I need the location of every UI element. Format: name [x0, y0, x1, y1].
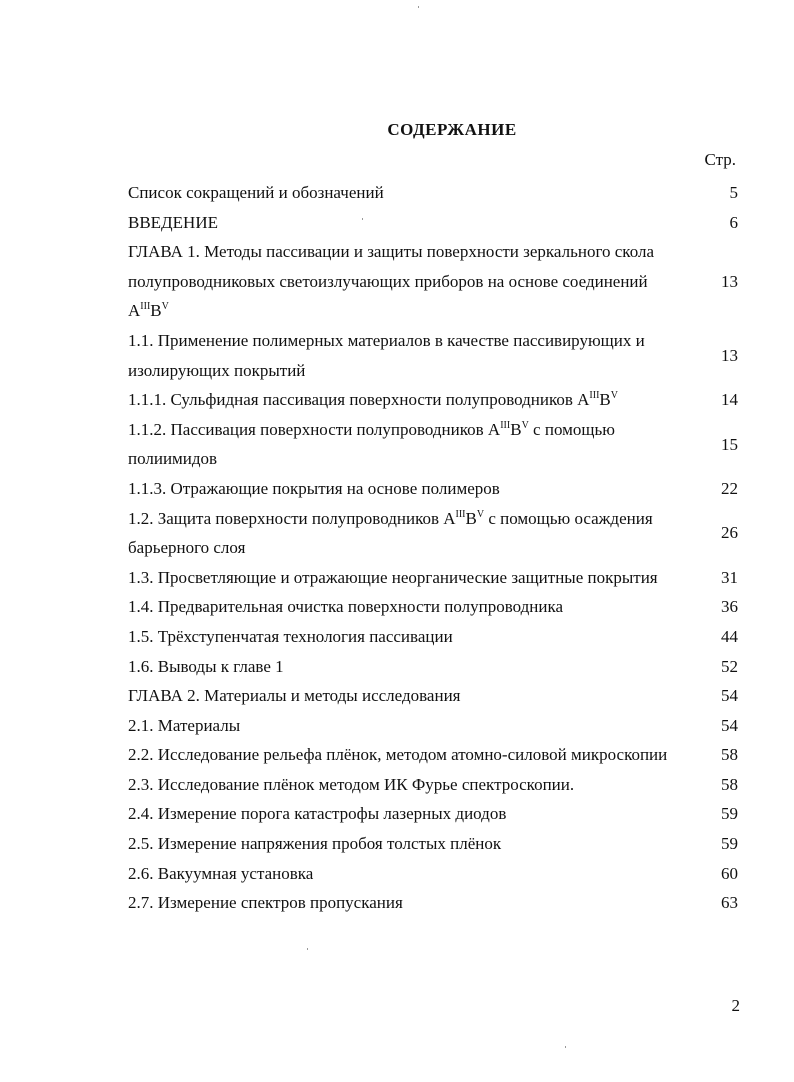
toc-entry-title: [128, 237, 698, 326]
toc-entry-text: 1.2. Защита поверхности полупроводников A: [128, 508, 456, 528]
toc-entry-page: 13: [721, 345, 738, 365]
toc-entry-text: ВВЕДЕНИЕ: [128, 212, 218, 232]
toc-entry: [128, 178, 738, 208]
toc-entry-page: 44: [721, 626, 738, 646]
toc-entry-title: [128, 208, 698, 238]
toc-entry-superscript: V: [521, 419, 529, 431]
toc-entry-text: 2.7. Измерение спектров пропускания: [128, 893, 403, 913]
toc-entry-text: 1.1.2. Пассивация поверхности полупроводников A: [128, 419, 501, 439]
toc-entry-text: с помощью полиимидов: [128, 419, 615, 469]
toc-entry: [128, 385, 738, 415]
page-number: 2: [731, 996, 740, 1015]
toc-entry-title: [128, 326, 698, 385]
toc-entry-page: 59: [721, 804, 738, 824]
toc-entry-text: B: [510, 419, 522, 439]
toc-entry-text: 1.5. Трёхступенчатая технология пассивации: [128, 626, 453, 646]
toc-entry-text: 2.2. Исследование рельефа плёнок, методом атомно-силовой микроскопии: [128, 745, 668, 765]
toc-entry-page: 26: [721, 523, 738, 543]
toc-entry-text: B: [599, 390, 611, 410]
toc-entry-superscript: III: [589, 390, 600, 402]
toc-entry: [128, 799, 738, 829]
toc-entry-title: [128, 770, 698, 800]
toc-entry-text: 2.1. Материалы: [128, 715, 241, 735]
toc-entry-title: [128, 178, 698, 208]
toc-entry-text: B: [465, 508, 477, 528]
toc-entry: [128, 415, 738, 474]
toc-entry-page: 15: [721, 434, 738, 454]
toc-entry-title: [128, 474, 698, 504]
scan-speck: [307, 948, 308, 950]
toc-entry-page: 58: [721, 774, 738, 794]
toc-entry-text: с помощью осаждения барьерного слоя: [128, 508, 653, 558]
toc-entry: [128, 237, 738, 326]
toc-entry-superscript: V: [610, 390, 618, 402]
toc-entry-title: [128, 652, 698, 682]
toc-entry-text: B: [150, 301, 162, 321]
toc-entry-superscript: V: [161, 301, 169, 313]
toc-entry-text: 1.1.3. Отражающие покрытия на основе полимеров: [128, 478, 500, 498]
scan-speck: [362, 218, 363, 220]
toc-entry-text: 1.4. Предварительная очистка поверхности полупроводника: [128, 597, 564, 617]
toc-entry-text: ГЛАВА 1. Методы пассивации и защиты поверхности зеркального скола полупроводниковых светоизлучающих приборов на основе соединений A: [128, 242, 654, 321]
toc-entry-text: ГЛАВА 2. Материалы и методы исследования: [128, 686, 461, 706]
toc-entry-title: [128, 859, 698, 889]
toc-entry-page: 63: [721, 893, 738, 913]
toc-entry-text: 1.6. Выводы к главе 1: [128, 656, 284, 676]
toc-entry-text: Список сокращений и обозначений: [128, 183, 384, 202]
toc-entry-title: [128, 504, 698, 563]
toc-entry-text: 1.1. Применение полимерных материалов в качестве пассивирующих и изолирующих покрытий: [128, 330, 645, 380]
toc-entry-text: 2.5. Измерение напряжения пробоя толстых плёнок: [128, 834, 502, 854]
toc-entry-title: [128, 622, 698, 652]
toc-entry-page: 14: [721, 390, 738, 410]
toc-entry-page: 52: [721, 656, 738, 676]
toc-entry-title: [128, 711, 698, 741]
toc-entry: [128, 888, 738, 918]
toc-entry: [128, 208, 738, 238]
toc-entry: [128, 711, 738, 741]
toc-entry-superscript: III: [455, 508, 466, 520]
toc-entry-text: 2.4. Измерение порога катастрофы лазерных диодов: [128, 804, 507, 824]
toc-entry-page: 59: [721, 834, 738, 854]
toc-entry-page: 5: [729, 183, 738, 202]
toc-entry-text: 2.6. Вакуумная установка: [128, 863, 314, 883]
toc-entry-title: [128, 740, 698, 770]
toc-entry-page: 60: [721, 863, 738, 883]
scan-speck: [565, 1046, 566, 1048]
toc-entry: [128, 770, 738, 800]
toc-entry-title: [128, 888, 698, 918]
toc-entry: [128, 681, 738, 711]
toc-entry-superscript: III: [500, 419, 511, 431]
toc-entry-title: [128, 829, 698, 859]
toc-entry: [128, 652, 738, 682]
table-of-contents: [128, 178, 738, 918]
toc-entry-superscript: V: [476, 508, 485, 520]
toc-entry-title: [128, 592, 698, 622]
toc-entry: [128, 504, 738, 563]
scan-speck: [418, 6, 419, 8]
page-title: СОДЕРЖАНИЕ: [387, 120, 517, 139]
toc-entry-title: [128, 681, 698, 711]
toc-entry-page: 58: [721, 745, 738, 765]
toc-entry: [128, 859, 738, 889]
toc-entry-title: [128, 415, 698, 474]
toc-entry-text: 1.1.1. Сульфидная пассивация поверхности полупроводников A: [128, 390, 590, 410]
toc-entry-page: 54: [721, 715, 738, 735]
toc-entry-text: 1.3. Просветляющие и отражающие неорганические защитные покрытия: [128, 567, 658, 587]
toc-entry: [128, 326, 738, 385]
toc-entry: [128, 592, 738, 622]
toc-entry: [128, 474, 738, 504]
toc-entry-page: 13: [721, 271, 738, 291]
toc-entry-page: 54: [721, 686, 738, 706]
toc-entry: [128, 740, 738, 770]
toc-entry-title: [128, 385, 698, 415]
toc-entry-page: 31: [721, 567, 738, 587]
toc-entry-title: [128, 563, 698, 593]
toc-entry-page: 6: [729, 212, 738, 232]
toc-entry-page: 22: [721, 478, 738, 498]
toc-entry-title: [128, 799, 698, 829]
toc-entry-page: 36: [721, 597, 738, 617]
toc-entry: [128, 622, 738, 652]
page-column-label: Стр.: [704, 150, 736, 169]
toc-entry: [128, 829, 738, 859]
toc-entry-text: 2.3. Исследование плёнок методом ИК Фурье спектроскопии.: [128, 774, 575, 794]
toc-entry: [128, 563, 738, 593]
toc-entry-superscript: III: [140, 301, 151, 313]
